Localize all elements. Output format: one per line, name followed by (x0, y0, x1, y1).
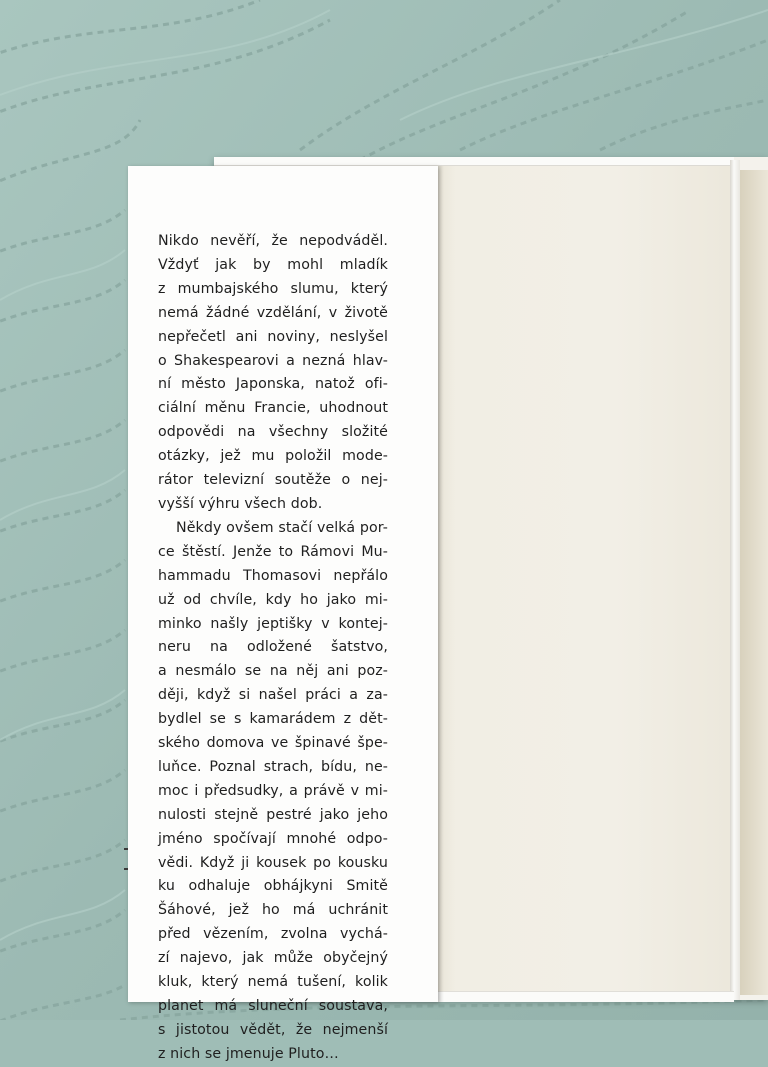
book-board-edge (730, 160, 740, 1000)
blurb-line: Šáhové, jež ho má uchránit (158, 902, 388, 919)
blurb-line: otázky, jež mu položil mode- (158, 448, 388, 465)
blurb-line: před vězením, zvolna vychá- (158, 926, 388, 943)
blurb-line: planet má sluneční soustava, (158, 998, 388, 1014)
blurb-line: Nikdo nevěří, že nepodváděl. (158, 233, 388, 249)
blurb-line: ce štěstí. Jenže to Rámovi Mu- (158, 543, 388, 560)
blurb-line: už od chvíle, kdy ho jako mi- (158, 591, 388, 608)
blurb-line: neru na odložené šatstvo, (158, 639, 388, 656)
blurb-line: ku odhaluje obhájkyni Smitě (158, 878, 388, 895)
blurb-line: nepřečetl ani noviny, neslyšel (158, 328, 388, 345)
blurb-line: Někdy ovšem stačí velká por- (176, 519, 388, 536)
book-top-edge (214, 157, 734, 166)
blurb-line: ději, když si našel práci a za- (158, 687, 388, 704)
book-endpaper (438, 166, 730, 991)
blurb-line: nemá žádné vzdělání, v životě (158, 304, 388, 321)
blurb-line: rátor televizní soutěže o nej- (158, 472, 388, 489)
blurb-line: bydlel se s kamarádem z dět- (158, 711, 388, 728)
blurb-line: hammadu Thomasovi nepřálo (158, 567, 388, 584)
blurb-line: jméno spočívají mnohé odpo- (158, 830, 388, 847)
book-page-edge (740, 170, 768, 995)
blurb-line: odpovědi na všechny složité (158, 424, 388, 441)
blurb-line: s jistotou vědět, že nejmenší (158, 1021, 388, 1038)
blurb-line: vědi. Když ji kousek po kousku (158, 854, 388, 871)
blurb-line: moc i předsudky, a právě v mi- (158, 782, 388, 799)
blurb-line: nulosti stejně pestré jako jeho (158, 806, 388, 823)
flap-blurb-text (158, 230, 388, 1067)
blurb-line: Vždyť jak by mohl mladík (158, 256, 388, 273)
blurb-line: ciální měnu Francie, uhodnout (158, 400, 388, 417)
blurb-line: zí najevo, jak může obyčejný (158, 950, 388, 967)
blurb-line: luňce. Poznal strach, bídu, ne- (158, 758, 388, 775)
flap-crease-mark (124, 868, 128, 870)
blurb-line: ského domova ve špinavé špe- (158, 735, 388, 752)
blurb-line: o Shakespearovi a nezná hlav- (158, 352, 388, 369)
blurb-line: minko našly jeptišky v kontej- (158, 615, 388, 632)
blurb-line: ní město Japonska, natož ofi- (158, 376, 388, 393)
blurb-line: z nich se jmenuje Pluto… (158, 1045, 339, 1062)
flap-shadow (438, 166, 444, 1002)
blurb-line: vyšší výhru všech dob. (158, 495, 323, 512)
flap-crease-mark (124, 848, 128, 850)
blurb-line: z mumbajského slumu, který (158, 280, 388, 297)
blurb-line: kluk, který nemá tušení, kolik (158, 974, 388, 991)
blurb-line: a nesmálo se na něj ani poz- (158, 663, 388, 680)
